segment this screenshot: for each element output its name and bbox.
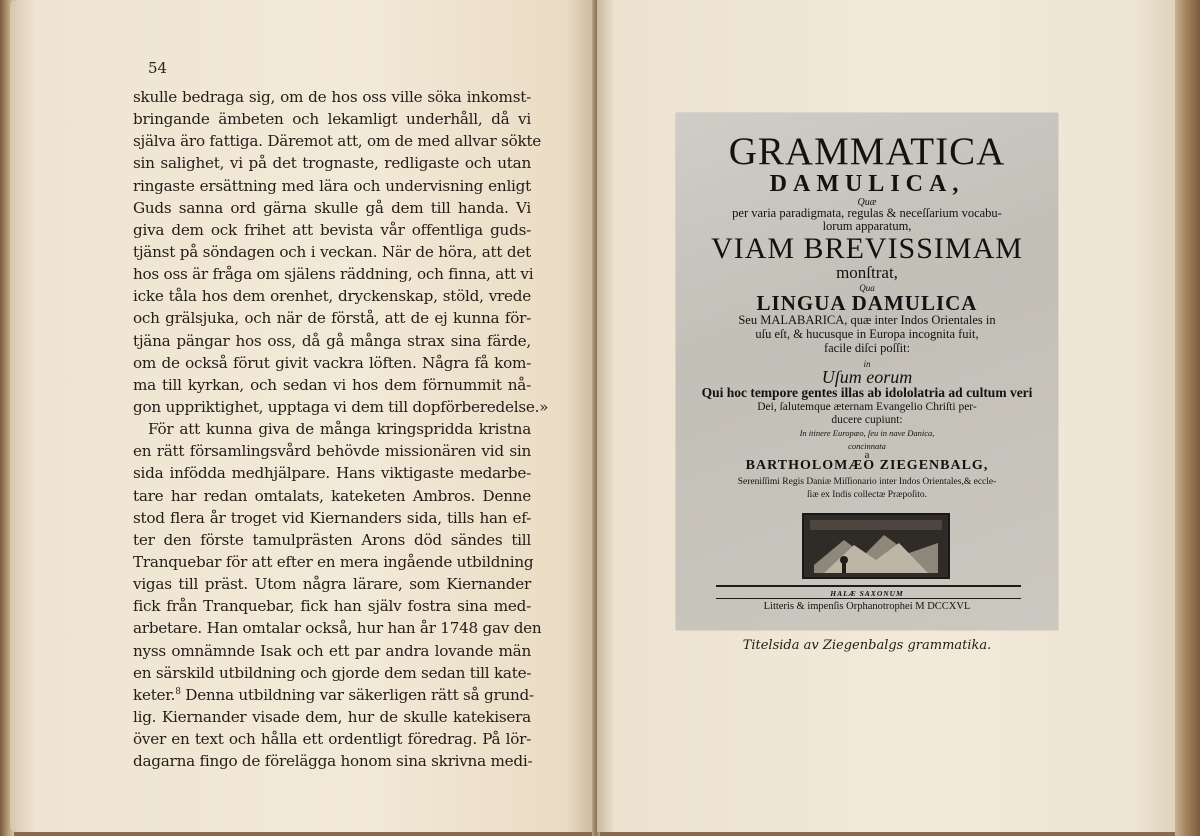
facsimile-line: ſiæ ex Indis collectæ Præpoſito. [806, 490, 928, 500]
rule-line [716, 585, 1021, 587]
text-line: bringande ämbeten och lekamligt underhåll, då vi [133, 110, 531, 129]
body-text [133, 86, 549, 772]
facsimile-heading: VIAM BREVISSIMAM [711, 232, 1023, 265]
text-line: skulle bedraga sig, om de hos oss ville söka inkomst- [133, 88, 531, 106]
text-line: själva äro fattiga. Däremot att, om de med allvar sökte [133, 132, 542, 151]
text-line: arbetare. Han omtalar också, hur han år 1748 gav den [133, 619, 542, 638]
facsimile-line: Seu MALABARICA, quæ inter Indos Orientales in [738, 313, 996, 327]
printer-emblem-image [802, 513, 950, 579]
text-line: hos oss är fråga om själens räddning, och finna, att vi [133, 265, 534, 284]
text-line: vigas till präst. Utom några lärare, som Kiernander [133, 575, 531, 594]
title-page-facsimile [676, 113, 1058, 630]
page-number: 54 [148, 59, 168, 77]
text-line: tjäna pängar hos oss, då gå många strax sina färde, [133, 331, 531, 350]
text-fragment: Denna utbildning var säkerligen rätt så grund- [185, 685, 534, 704]
facsimile-line: Qua [859, 283, 875, 293]
text-line-with-footnote [133, 684, 534, 706]
text-line: över en text och hålla ett ordentligt föredrag. På lör- [133, 730, 531, 749]
text-line: sida infödda medhjälpare. Hans viktigaste medarbe- [133, 464, 531, 483]
emblem-illustration [804, 515, 948, 577]
facsimile-line: per varia paradigmata, regulas & neceſſarium vocabu- [732, 206, 1002, 220]
facsimile-line: Quæ [857, 197, 877, 208]
right-book-edge [1175, 0, 1200, 836]
text-line: giva dem ock frihet att bevista vår offentliga guds- [133, 220, 531, 239]
text-line: icke tåla hos dem orenhet, dryckenskap, stöld, vrede [133, 287, 531, 306]
facsimile-subtitle: DAMULICA, [769, 171, 965, 197]
rule-line [716, 598, 1021, 599]
facsimile-line: In itinere Europæo, ſeu in nave Danica, [799, 428, 935, 438]
facsimile-author: BARTHOLOMÆO ZIEGENBALG, [745, 458, 989, 473]
facsimile-imprint: Litteris & impenſis Orphanotrophei M DCCXVL [763, 601, 971, 612]
text-line: en särskild utbildning och gjorde dem sedan till kate- [133, 663, 532, 682]
facsimile-line: in [863, 359, 871, 369]
facsimile-line: facile diſci poſſit: [823, 341, 911, 355]
facsimile-line: Dei, ſalutemque æternam Evangelio Chriſti per- [757, 401, 977, 413]
facsimile-line: Sereniſſimi Regis Daniæ Miſſionario inter Indos Orientales,& eccle- [737, 477, 997, 487]
text-line: För att kunna giva de många kringspridda kristna [148, 420, 531, 439]
text-fragment: keter. [133, 685, 176, 704]
text-line: Tranquebar för att efter en mera ingående utbildning [133, 552, 534, 571]
text-line: Guds sanna ord gärna skulle gå dem till handa. Vi [133, 198, 531, 217]
text-line: stod flera år troget vid Kiernanders sida, tills han ef- [133, 508, 531, 527]
text-line: sin salighet, vi på det trognaste, redligaste och utan [133, 154, 531, 173]
footnote-marker: 8 [175, 686, 181, 697]
facsimile-line: monſtrat, [836, 263, 898, 282]
text-line: ter den förste tamulprästen Arons död sändes till [133, 530, 531, 549]
facsimile-line: ducere cupiunt: [831, 414, 903, 426]
facsimile-line: Uſum eorum [821, 367, 913, 387]
text-line: nyss omnämnde Isak och ett par andra lovande män [133, 641, 531, 660]
facsimile-heading: LINGUA DAMULICA [756, 291, 978, 315]
facsimile-line: a [864, 449, 870, 461]
facsimile-line: Qui hoc tempore gentes illas ab idololatria ad cultum veri [701, 385, 1033, 400]
facsimile-line: concinnata [848, 441, 886, 451]
facsimile-line: lorum apparatum, [822, 219, 912, 233]
text-line: och grälsjuka, och när de förstå, att de ej kunna för- [133, 309, 531, 328]
facsimile-imprint-place: HALÆ SAXONUM [830, 589, 904, 598]
text-line: dagarna fingo de förelägga honom sina skrivna medi- [133, 752, 533, 771]
text-line: tjänst på söndagen och i veckan. När de höra, att det [133, 242, 531, 261]
text-line: fick från Tranquebar, fick han själv fostra sina med- [133, 597, 531, 616]
facsimile-line: uſu eſt, & hucusque in Europa incognita fuit, [755, 327, 979, 341]
text-line: en rätt församlingsvård behövde missionären vid sin [133, 442, 531, 461]
text-line: lig. Kiernander visade dem, hur de skulle katekisera [133, 707, 531, 726]
text-line: ringaste ersättning med lära och undervisning enligt [133, 176, 531, 195]
text-line: tare har redan omtalats, kateketen Ambros. Denne [133, 486, 531, 505]
figure-caption: Titelsida av Ziegenbalgs grammatika. [742, 638, 992, 653]
text-line: ma till kyrkan, och sedan vi hos dem förnummit nå- [133, 375, 531, 394]
text-line: gon uppriktighet, upptaga vi dem till dopförberedelse.» [133, 397, 549, 416]
facsimile-title: GRAMMATICA [728, 130, 1006, 173]
text-line: om de också förut givit vackra löften. Några få kom- [133, 353, 531, 372]
